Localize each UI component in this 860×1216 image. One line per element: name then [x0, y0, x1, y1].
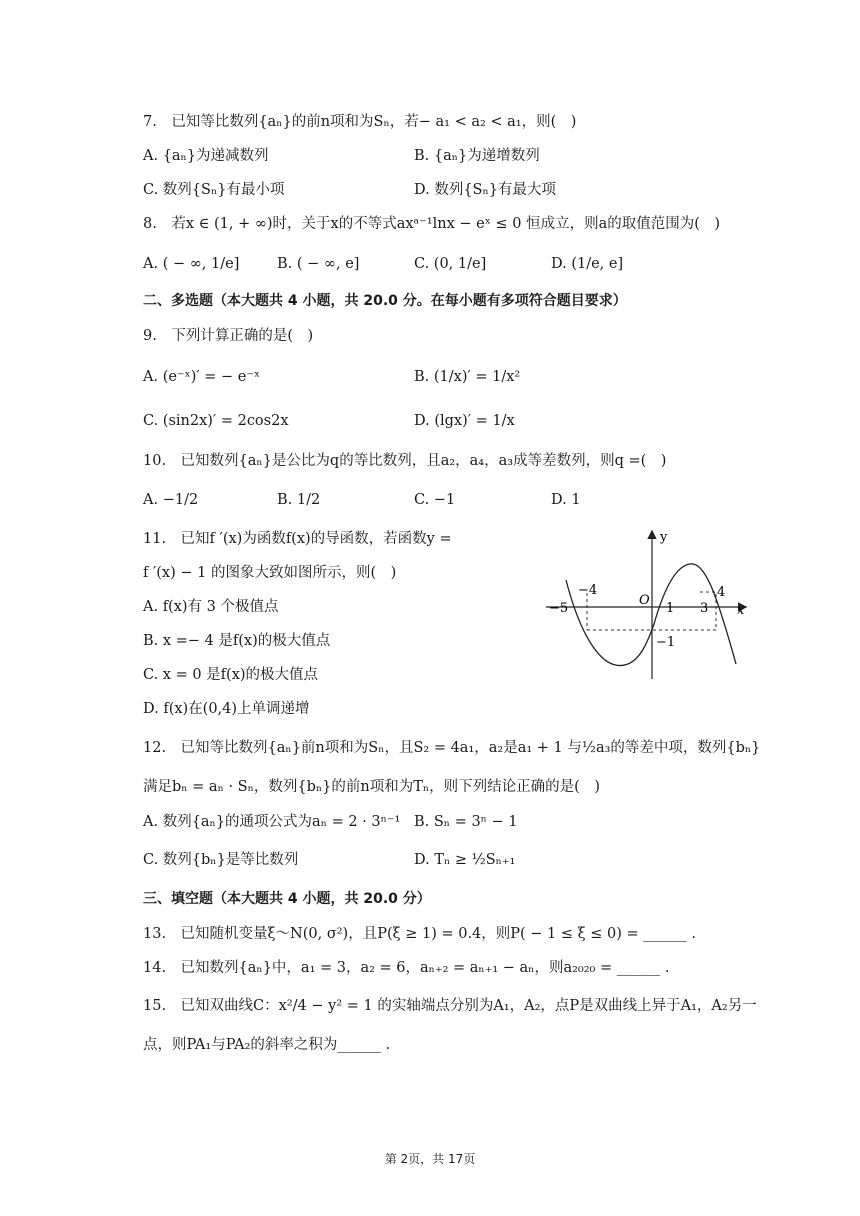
q11-option-d: D. f(x)在(0,4)上单调递增 [143, 701, 310, 717]
q15-stem-line1: 15. 已知双曲线C：x²/4 − y² = 1 的实轴端点分别为A₁，A₂，点P是双曲线上异于A₁，A₂另一 [143, 998, 757, 1014]
q8-option-a: A. ( − ∞, 1/e] [143, 256, 240, 272]
q10-option-d: D. 1 [551, 492, 581, 508]
q10-stem: 10. 已知数列{aₙ}是公比为q的等比数列，且a₂，a₄，a₃成等差数列，则q =( ) [143, 453, 667, 469]
q11-option-b: B. x =− 4 是f(x)的极大值点 [143, 633, 331, 649]
q10-option-b: B. 1/2 [277, 492, 321, 508]
q7-option-d: D. 数列{Sₙ}有最大项 [414, 182, 556, 198]
q13-stem: 13. 已知随机变量ξ～N(0, σ²)，且P(ξ ≥ 1) = 0.4，则P( − 1 ≤ ξ ≤ 0) = ______ . [143, 926, 696, 942]
q10-option-c: C. −1 [414, 492, 456, 508]
label-origin: O [639, 593, 650, 608]
q9-option-c: C. (sin2x)′ = 2cos2x [143, 413, 289, 429]
q12-option-b: B. Sₙ = 3ⁿ − 1 [414, 814, 518, 830]
q8-option-c: C. (0, 1/e] [414, 256, 487, 272]
q8-stem: 8. 若x ∈ (1, + ∞)时，关于x的不等式axᵃ⁻¹lnx − eˣ ≤ 0 恒成立，则a的取值范围为( ) [143, 216, 721, 232]
q15-stem-line2: 点，则PA₁与PA₂的斜率之积为______ . [143, 1037, 391, 1053]
q11-stem-line1: 11. 已知f ′(x)为函数f(x)的导函数，若函数y = [143, 531, 452, 547]
q12-stem-line2: 满足bₙ = aₙ · Sₙ，数列{bₙ}的前n项和为Tₙ，则下列结论正确的是( ) [143, 779, 600, 795]
q9-option-d: D. (lgx)′ = 1/x [414, 413, 515, 429]
q8-option-b: B. ( − ∞, e] [277, 256, 360, 272]
label-y: y [660, 530, 668, 545]
q7-option-b: B. {aₙ}为递增数列 [414, 148, 540, 164]
q10-option-a: A. −1/2 [143, 492, 199, 508]
label-3: 3 [700, 601, 709, 616]
q12-option-d: D. Tₙ ≥ ½Sₙ₊₁ [414, 852, 516, 868]
label-minus1: −1 [656, 635, 676, 650]
curve [566, 564, 736, 666]
page-footer: 第 2页，共 17页 [384, 1152, 476, 1166]
label-minus5: −5 [549, 601, 569, 616]
q9-option-b: B. (1/x)′ = 1/x² [414, 369, 521, 385]
q11-derivative-graph [540, 524, 755, 684]
section-heading-fill-in: 三、填空题（本大题共 4 小题，共 20.0 分） [143, 891, 431, 907]
label-1: 1 [666, 601, 675, 616]
q7-stem: 7. 已知等比数列{aₙ}的前n项和为Sₙ，若− a₁ < a₂ < a₁，则( ) [143, 114, 577, 130]
q11-stem-line2: f ′(x) − 1 的图象大致如图所示，则( ) [143, 565, 397, 581]
label-minus4: −4 [578, 583, 598, 598]
q12-stem-line1: 12. 已知等比数列{aₙ}前n项和为Sₙ，且S₂ = 4a₁，a₂是a₁ + 1 与½a₃的等差中项，数列{bₙ} [143, 740, 761, 756]
q9-stem: 9. 下列计算正确的是( ) [143, 328, 314, 344]
label-x: x [737, 603, 745, 618]
q11-option-a: A. f(x)有 3 个极值点 [143, 599, 279, 615]
q12-option-a: A. 数列{aₙ}的通项公式为aₙ = 2 · 3ⁿ⁻¹ [143, 814, 401, 830]
q9-option-a: A. (e⁻ˣ)′ = − e⁻ˣ [143, 369, 261, 385]
q12-option-c: C. 数列{bₙ}是等比数列 [143, 852, 299, 868]
q11-option-c: C. x = 0 是f(x)的极大值点 [143, 667, 319, 683]
label-4: 4 [717, 585, 726, 600]
q7-option-a: A. {aₙ}为递减数列 [143, 148, 269, 164]
section-heading-multiple-choice: 二、多选题（本大题共 4 小题，共 20.0 分。在每小题有多项符合题目要求） [143, 293, 627, 309]
q8-option-d: D. (1/e, e] [551, 256, 624, 272]
q14-stem: 14. 已知数列{aₙ}中，a₁ = 3，a₂ = 6，aₙ₊₂ = aₙ₊₁ − aₙ，则a₂₀₂₀ = ______ . [143, 960, 670, 976]
q7-option-c: C. 数列{Sₙ}有最小项 [143, 182, 285, 198]
